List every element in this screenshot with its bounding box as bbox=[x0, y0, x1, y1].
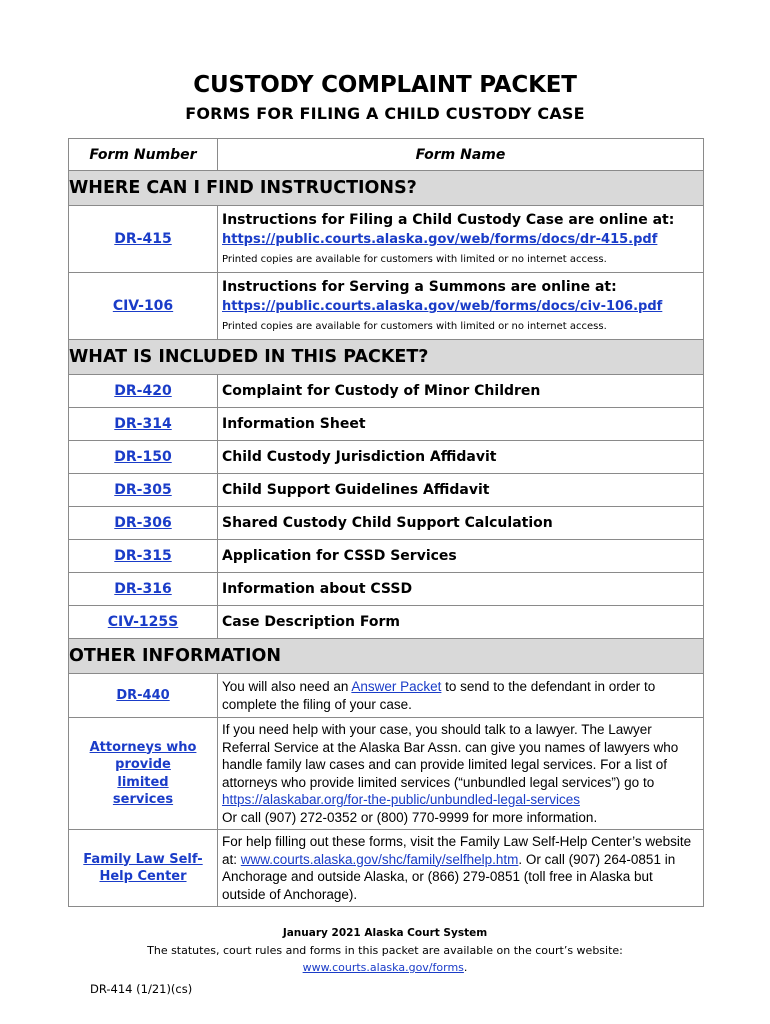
table-row bbox=[69, 474, 704, 507]
attorneys-link[interactable]: Attorneys who provide limited services bbox=[89, 739, 197, 807]
instruction-url-link[interactable]: https://public.courts.alaska.gov/web/forms/docs/civ-106.pdf bbox=[222, 299, 663, 314]
form-link[interactable]: DR-305 bbox=[114, 482, 172, 498]
instruction-heading: Instructions for Serving a Summons are online at: bbox=[222, 279, 617, 295]
page-subtitle: FORMS FOR FILING A CHILD CUSTODY CASE bbox=[185, 104, 585, 123]
form-link-civ-106[interactable]: CIV-106 bbox=[112, 298, 174, 314]
table-row bbox=[69, 573, 704, 606]
section-heading: WHERE CAN I FIND INSTRUCTIONS? bbox=[69, 171, 704, 206]
self-help-center-link[interactable]: Family Law Self-Help Center bbox=[83, 851, 203, 884]
section-other bbox=[69, 639, 704, 674]
instruction-url-link[interactable]: https://public.courts.alaska.gov/web/forms/docs/dr-415.pdf bbox=[222, 232, 658, 247]
instruction-cell bbox=[218, 273, 704, 340]
instruction-note: Printed copies are available for customers with limited or no internet access. bbox=[222, 321, 607, 332]
forms-website-link[interactable]: www.courts.alaska.gov/forms bbox=[302, 961, 464, 974]
selfhelp-website-link[interactable]: www.courts.alaska.gov/shc/family/selfhelp.htm bbox=[240, 851, 519, 867]
other-row bbox=[69, 718, 704, 830]
form-link-dr-415[interactable]: DR-415 bbox=[114, 231, 172, 247]
other-text: For help filling out these forms, visit the Family Law Self-Help Center’s website at: www.courts.alaska.gov/shc/family/selfhelp.htm. Or call (907) 264-0851 in Anchorage and outside Alaska, or (866) 279-0851 (toll free in Alaska but outside of Anchorage). bbox=[218, 830, 704, 907]
section-heading: OTHER INFORMATION bbox=[69, 639, 704, 674]
section-heading: WHAT IS INCLUDED IN THIS PACKET? bbox=[69, 340, 704, 375]
form-name: Application for CSSD Services bbox=[218, 540, 704, 573]
form-name: Shared Custody Child Support Calculation bbox=[218, 507, 704, 540]
other-text: You will also need an Answer Packet to send to the defendant in order to complete the filing of your case. bbox=[218, 674, 704, 718]
form-number-cell bbox=[69, 206, 218, 273]
unbundled-services-link[interactable]: https://alaskabar.org/for-the-public/unbundled-legal-services bbox=[222, 792, 580, 807]
table-row bbox=[69, 606, 704, 639]
instruction-row bbox=[69, 273, 704, 340]
call-text: Or call (907) 272-0352 or (800) 770-9999 for more information. bbox=[222, 809, 598, 825]
instruction-row bbox=[69, 206, 704, 273]
form-number-cell bbox=[69, 273, 218, 340]
table-row bbox=[69, 375, 704, 408]
instruction-note: Printed copies are available for customers with limited or no internet access. bbox=[222, 254, 607, 265]
form-name: Case Description Form bbox=[218, 606, 704, 639]
form-link[interactable]: DR-314 bbox=[114, 416, 172, 432]
form-id: DR-414 (1/21)(cs) bbox=[90, 982, 193, 996]
forms-table bbox=[68, 138, 704, 907]
other-row bbox=[69, 830, 704, 907]
form-link-dr-440[interactable]: DR-440 bbox=[116, 687, 170, 703]
table-row bbox=[69, 441, 704, 474]
form-name: Complaint for Custody of Minor Children bbox=[218, 375, 704, 408]
section-included bbox=[69, 340, 704, 375]
other-row bbox=[69, 674, 704, 718]
form-name: Information Sheet bbox=[218, 408, 704, 441]
form-name: Information about CSSD bbox=[218, 573, 704, 606]
form-name: Child Support Guidelines Affidavit bbox=[218, 474, 704, 507]
instruction-heading: Instructions for Filing a Child Custody Case are online at: bbox=[222, 212, 675, 228]
table-row bbox=[69, 507, 704, 540]
form-link[interactable]: DR-315 bbox=[114, 548, 172, 564]
form-link[interactable]: DR-316 bbox=[114, 581, 172, 597]
other-text: If you need help with your case, you should talk to a lawyer. The Lawyer Referral Service at the Alaska Bar Assn. can give you names of lawyers who handle family law cases and can provide limited legal services. For a list of attorneys who provide limited services (“unbundled legal services”) go to https://alaskabar.org/for-the-public/unbundled-legal-services Or call (907) 272-0352 or (800) 770-9999 for more information. bbox=[218, 718, 704, 830]
footer-date: January 2021 Alaska Court System bbox=[282, 927, 488, 939]
footer-statutes: The statutes, court rules and forms in this packet are available on the court’s website: bbox=[147, 944, 623, 957]
section-instructions bbox=[69, 171, 704, 206]
form-name: Child Custody Jurisdiction Affidavit bbox=[218, 441, 704, 474]
form-link[interactable]: DR-306 bbox=[114, 515, 172, 531]
column-header-form-name: Form Name bbox=[218, 139, 704, 171]
form-link[interactable]: DR-150 bbox=[114, 449, 172, 465]
form-link[interactable]: DR-420 bbox=[114, 383, 172, 399]
table-row bbox=[69, 540, 704, 573]
column-header-form-number: Form Number bbox=[69, 139, 218, 171]
form-link[interactable]: CIV-125S bbox=[107, 614, 179, 630]
answer-packet-link[interactable]: Answer Packet bbox=[351, 679, 442, 694]
table-header-row bbox=[69, 139, 704, 171]
page-title: CUSTODY COMPLAINT PACKET bbox=[193, 72, 577, 98]
table-row bbox=[69, 408, 704, 441]
footer-website-line: www.courts.alaska.gov/forms. bbox=[302, 961, 468, 974]
instruction-cell bbox=[218, 206, 704, 273]
